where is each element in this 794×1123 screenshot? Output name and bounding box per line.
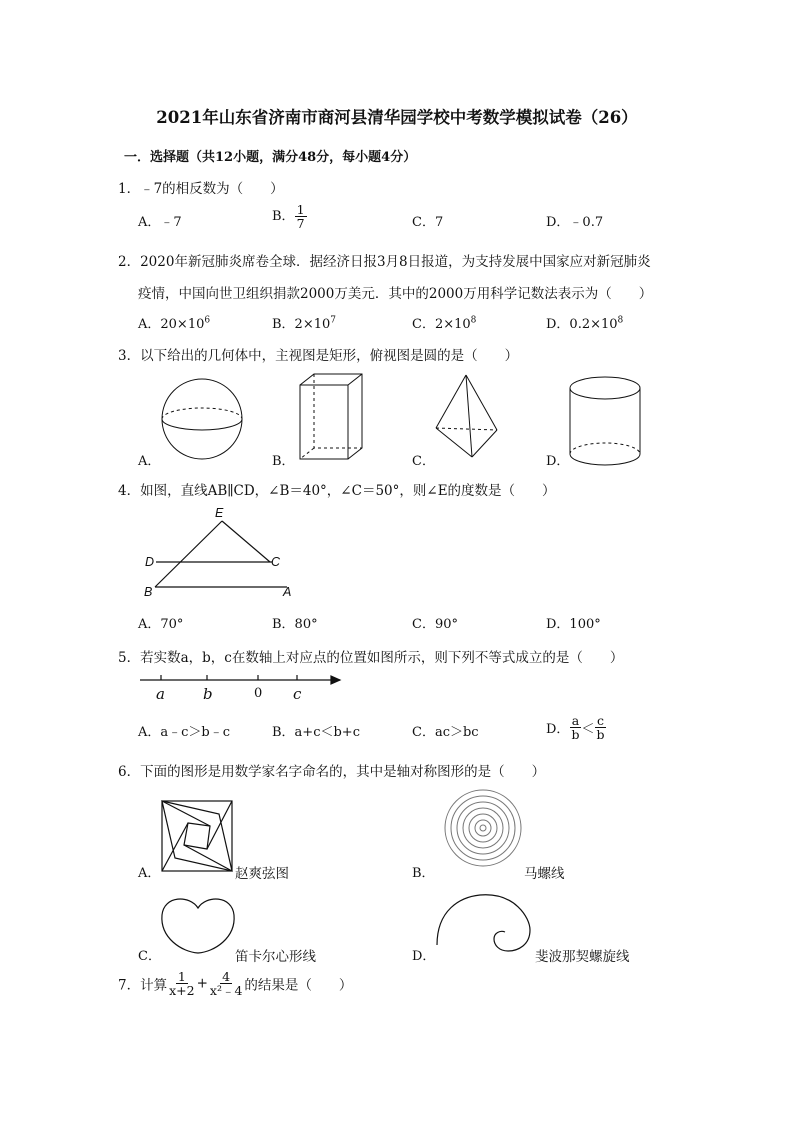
q5-stem: 5．若实数a，b，c在数轴上对应点的位置如图所示，则下列不等式成立的是（ ） [118,650,624,666]
q2-stem-line2: 疫情，中国向世卫组织捐款2000万美元．其中的2000万用科学记数法表示为（ ） [138,286,653,302]
fibonacci-spiral-figure [437,895,530,951]
q6-option-a-name: 赵爽弦图 [235,866,289,882]
zhao-shuang-figure [162,801,232,871]
cardioid-figure [162,899,234,953]
axis-label-c: c [293,685,302,703]
q1-option-d[interactable]: D．﹣0.7 [546,215,604,230]
q4-option-d[interactable]: D．100° [546,617,601,632]
q5-option-d[interactable]: D． $\frac{a}{b}$ ＜ $\frac{c}{b}$ [546,713,605,743]
q3-option-b[interactable]: B． [272,454,295,469]
q6-option-a[interactable]: A． [138,866,161,881]
q6-stem: 6．下面的图形是用数学家名字命名的，其中是轴对称图形的是（ ） [118,764,546,780]
axis-label-zero: 0 [254,686,263,701]
q3-option-a[interactable]: A． [138,454,161,469]
q5-option-c[interactable]: C．ac＞bc [412,725,479,740]
q6-option-c-name: 笛卡尔心形线 [235,949,316,965]
point-label-c: C [271,555,281,569]
q5-d-fraction-right: $\frac{c}{b}$ [596,713,605,743]
q6-option-b[interactable]: B． [412,866,435,881]
q3-option-c[interactable]: C． [412,454,435,469]
q2-stem-line1: 2．2020年新冠肺炎席卷全球．据经济日报3月8日报道，为支持发展中国家应对新冠肺炎 [118,254,651,270]
q7-fraction-1: $\frac{1}{x+2}$ [169,969,195,999]
q5-d-fraction-left: $\frac{a}{b}$ [571,713,580,743]
q6-option-c[interactable]: C． [138,949,161,964]
q4-option-c[interactable]: C．90° [412,617,458,632]
q5-option-a[interactable]: A．a﹣c＞b﹣c [138,725,231,740]
q1-option-a[interactable]: A．﹣7 [138,215,182,230]
q6-option-d-name: 斐波那契螺旋线 [535,949,630,965]
q1-stem: 1．﹣7的相反数为（ ） [118,181,284,197]
paper-title: 2021年山东省济南市商河县清华园学校中考数学模拟试卷（26） [156,108,638,127]
q2-option-c[interactable]: C．$2\times 10^8$ [412,315,477,332]
q2-option-a[interactable]: A．$20\times 10^6$ [138,315,211,332]
q3-stem: 3．以下给出的几何体中，主视图是矩形，俯视图是圆的是（ ） [118,348,519,364]
q2-option-d[interactable]: D．$0.2\times 10^8$ [546,315,624,332]
q3-option-d[interactable]: D． [546,454,570,469]
q4-option-b[interactable]: B．80° [272,617,318,632]
q5-option-b[interactable]: B．a+c＜b+c [272,725,360,740]
q2-option-b[interactable]: B．$2\times 10^7$ [272,315,336,332]
point-label-a: A [283,585,292,599]
q4-stem: 4．如图，直线AB∥CD，∠B＝40°，∠C＝50°，则∠E的度数是（ ） [118,483,556,499]
axis-label-b: b [203,685,213,703]
point-label-b: B [144,585,153,599]
point-label-d: D [145,555,155,569]
axis-label-a: a [156,685,165,703]
point-label-e: E [215,506,224,520]
q7-fraction-2: $\frac{4}{\text{x²﹣4}}$ [209,969,243,999]
archimedes-spiral-figure [445,790,521,866]
q6-option-b-name: 马螺线 [524,866,565,882]
q7-stem: 7．计算 $\frac{1}{x+2}$ + $\frac{4}{\text{x²﹣4}}$ 的结果是（ ） [118,969,353,999]
q1-option-b-label: B． [272,209,295,225]
q1-option-b-fraction: $\frac{1}{7}$ [296,202,305,232]
q1-option-c[interactable]: C．7 [412,215,444,230]
q4-option-a[interactable]: A．70° [138,617,184,632]
q6-option-d[interactable]: D． [412,949,436,964]
section-heading: 一．选择题（共12小题，满分48分，每小题4分） [124,150,417,165]
